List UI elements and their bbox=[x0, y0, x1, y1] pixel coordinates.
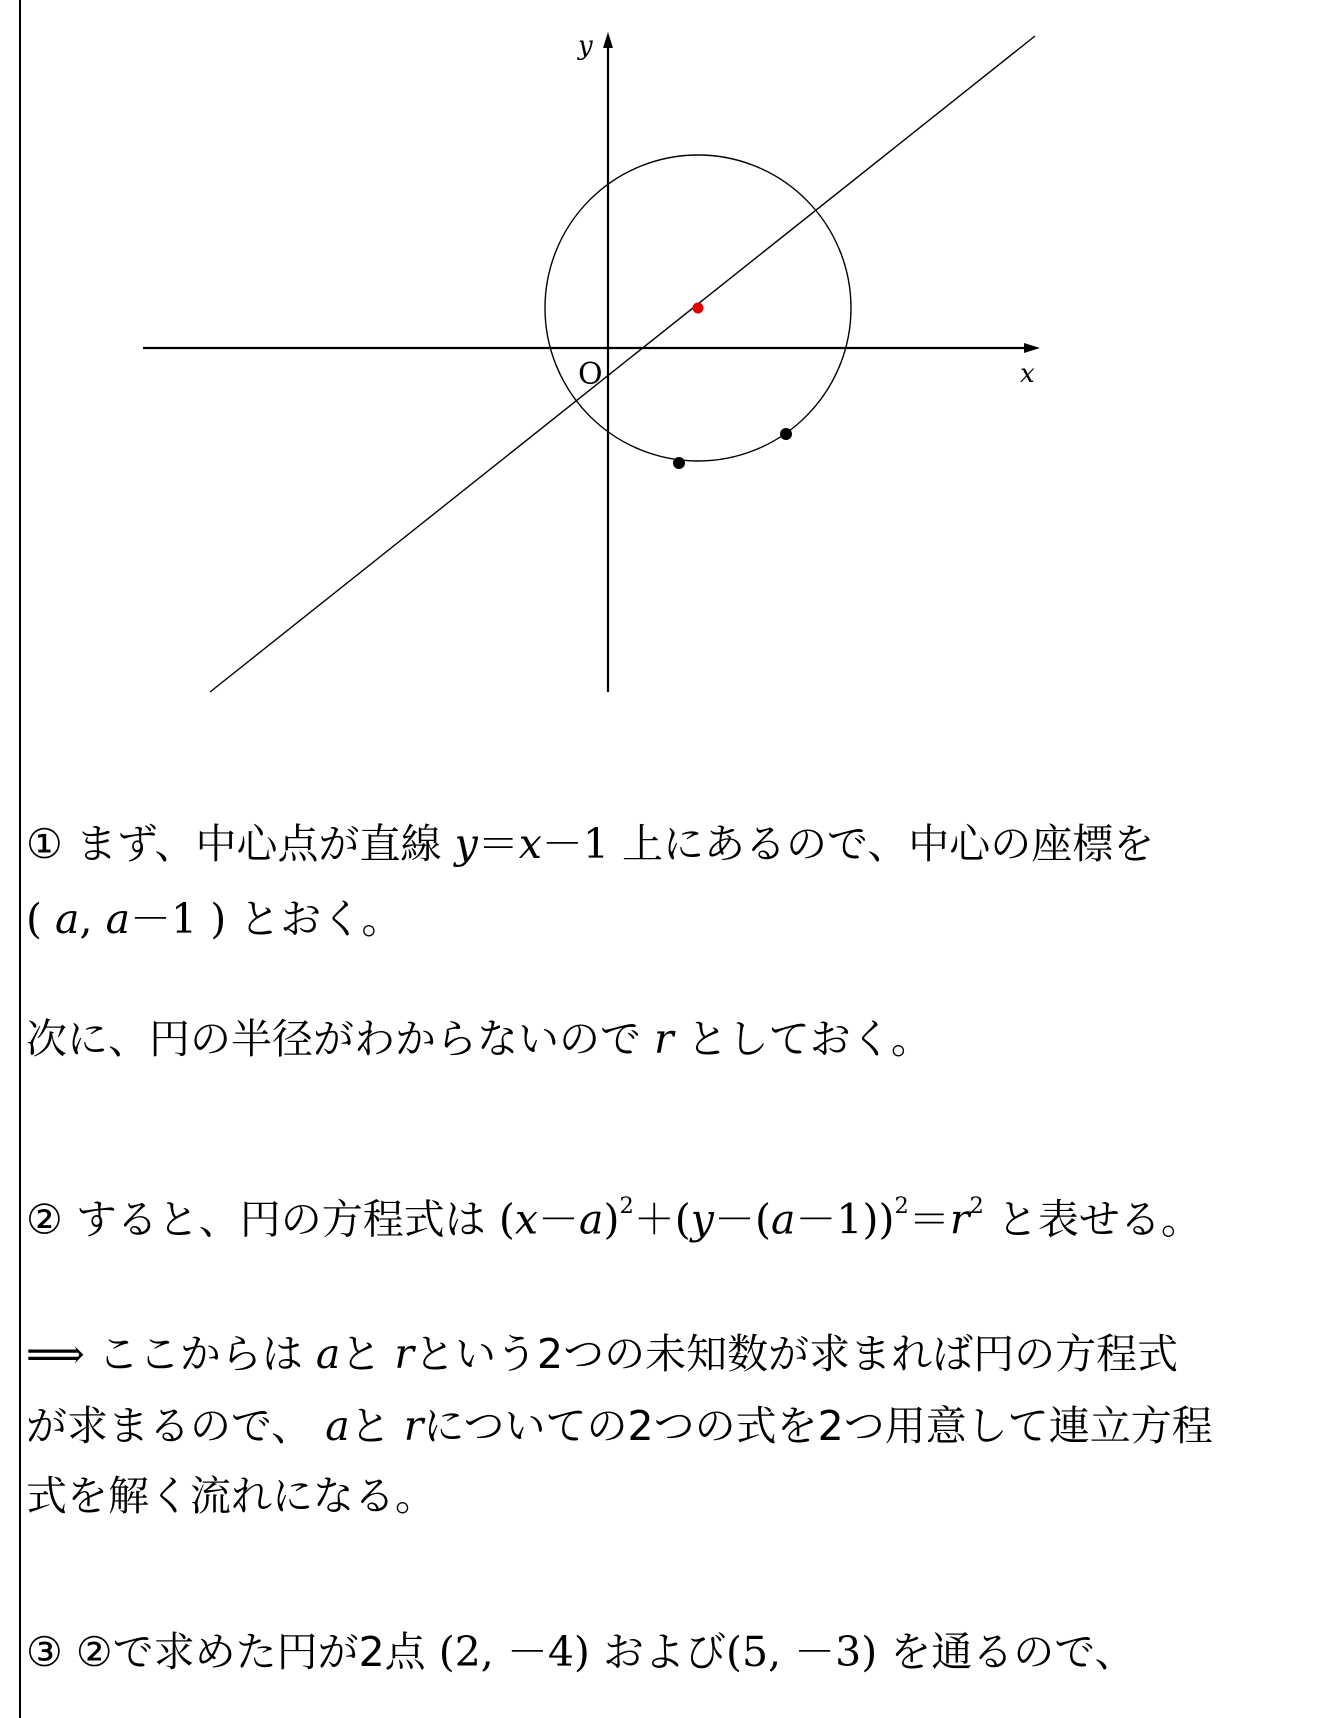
step1-line2 bbox=[26, 895, 402, 944]
var-a: a bbox=[315, 1330, 341, 1378]
x-axis-label: x bbox=[1020, 359, 1035, 389]
origin-label: O bbox=[578, 357, 603, 392]
var-a: a bbox=[578, 1195, 604, 1244]
eq-x: x bbox=[518, 820, 542, 868]
eq-minus: － bbox=[541, 820, 583, 868]
minus: － bbox=[537, 1195, 579, 1244]
point-2-minus-4 bbox=[673, 457, 685, 469]
step3-text: ②で求めた円が2点 bbox=[75, 1628, 426, 1676]
equals: ＝ bbox=[908, 1195, 950, 1244]
step2-text-a: すると、円の方程式は bbox=[75, 1195, 486, 1244]
step1-text-c: とおく。 bbox=[239, 895, 403, 943]
step1-text-a: まず、中心点が直線 bbox=[75, 820, 442, 868]
point-5-minus-3 bbox=[780, 428, 792, 440]
plan-line1 bbox=[26, 1330, 1178, 1379]
point-2: (5, －3) bbox=[725, 1628, 878, 1676]
var-x: x bbox=[514, 1195, 538, 1244]
plan-text: が求まるので、 bbox=[26, 1402, 313, 1450]
minus: － bbox=[713, 1195, 755, 1244]
var-r: r bbox=[949, 1195, 970, 1244]
plan-line2 bbox=[26, 1402, 1213, 1451]
coord-a: a bbox=[55, 895, 80, 943]
plan-text: と bbox=[349, 1402, 391, 1450]
var-r: r bbox=[394, 1330, 414, 1378]
step3-text: を通るので、 bbox=[890, 1628, 1136, 1676]
plan-text: 式を解く流れになる。 bbox=[26, 1472, 436, 1520]
paren: ( bbox=[674, 1195, 691, 1244]
var-y: y bbox=[690, 1195, 714, 1244]
radius-text-b: としておく。 bbox=[686, 1015, 932, 1063]
exponent: 2 bbox=[619, 1193, 634, 1219]
radius-r: r bbox=[654, 1015, 674, 1063]
y-axis-label: y bbox=[578, 31, 593, 61]
x-axis-arrow bbox=[1024, 343, 1040, 353]
coordinate-figure bbox=[0, 0, 1317, 700]
eq-one: 1 bbox=[582, 820, 609, 868]
coord-a2: a bbox=[105, 895, 131, 943]
radius-text-a: 次に、円の半径がわからないので bbox=[26, 1015, 641, 1063]
exponent: 2 bbox=[894, 1193, 909, 1219]
plan-text: についての2つの式を2つ用意して連立方程 bbox=[423, 1402, 1213, 1450]
step2-text-b: と表せる。 bbox=[996, 1195, 1202, 1244]
step3-marker: ③ bbox=[26, 1628, 63, 1676]
coord-comma: , bbox=[79, 895, 93, 943]
paren: ) bbox=[603, 1195, 620, 1244]
plus: ＋ bbox=[633, 1195, 675, 1244]
eq-y: y bbox=[454, 820, 478, 868]
minus: － bbox=[795, 1195, 837, 1244]
point-1: (2, －4) bbox=[438, 1628, 590, 1676]
one: 1 bbox=[836, 1195, 863, 1244]
step2-line bbox=[26, 1193, 1202, 1244]
plan-text: と bbox=[340, 1330, 382, 1378]
coord-close: ) bbox=[210, 895, 227, 943]
plan-text: という2つの未知数が求まれば円の方程式 bbox=[413, 1330, 1179, 1378]
paren: ( bbox=[498, 1195, 515, 1244]
paren: )) bbox=[862, 1195, 895, 1244]
step3-line bbox=[26, 1628, 1135, 1677]
coord-open: ( bbox=[26, 895, 42, 943]
var-a: a bbox=[770, 1195, 796, 1244]
paren: ( bbox=[754, 1195, 771, 1244]
y-axis-arrow bbox=[603, 32, 613, 48]
radius-line bbox=[26, 1015, 932, 1064]
coord-minus: － bbox=[130, 895, 172, 943]
implies-arrow-icon: ⟹ bbox=[26, 1330, 85, 1378]
eq-equals: ＝ bbox=[477, 820, 519, 868]
plan-line3 bbox=[26, 1472, 436, 1521]
step1-marker: ① bbox=[26, 820, 63, 868]
step3-text: および bbox=[602, 1628, 726, 1676]
line-y-equals-x-minus-1 bbox=[210, 36, 1035, 692]
coord-one: 1 bbox=[171, 895, 198, 943]
step1-line1 bbox=[26, 820, 1154, 869]
exponent: 2 bbox=[969, 1193, 984, 1219]
var-r: r bbox=[403, 1402, 424, 1450]
step1-text-b: 上にあるので、中心の座標を bbox=[622, 820, 1155, 868]
plan-text: ここからは bbox=[97, 1330, 303, 1378]
step2-marker: ② bbox=[26, 1195, 63, 1244]
var-a: a bbox=[325, 1402, 350, 1450]
center-point bbox=[693, 303, 704, 314]
